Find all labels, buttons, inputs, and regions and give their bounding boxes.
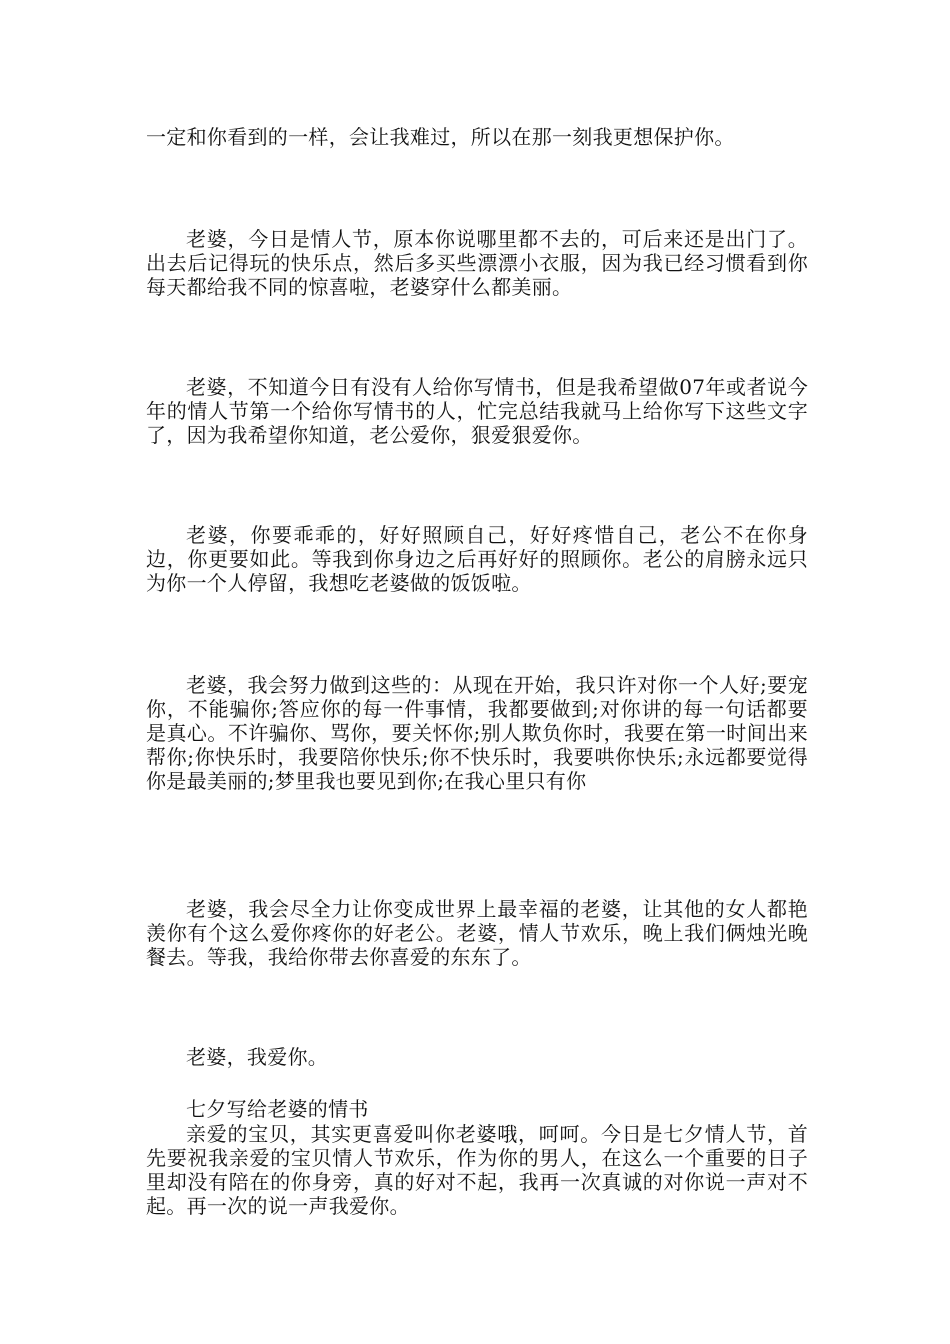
paragraph-7: 老婆，我爱你。 xyxy=(186,1045,329,1069)
paragraph-3: 老婆，不知道今日有没有人给你写情书，但是我希望做07年或者说今年的情人节第一个给你写情书的人，忙完总结我就马上给你写下这些文字了，因为我希望你知道，老公爱你，狠爱狠爱你。 xyxy=(146,375,808,447)
paragraph-8: 亲爱的宝贝，其实更喜爱叫你老婆哦，呵呵。今日是七夕情人节，首先要祝我亲爱的宝贝情人节欢乐，作为你的男人，在这么一个重要的日子里却没有陪在的你身旁，真的好对不起，我再一次真诚的对你说一声对不起。再一次的说一声我爱你。 xyxy=(146,1122,808,1218)
paragraph-5: 老婆，我会努力做到这些的：从现在开始，我只许对你一个人好;要宠你，不能骗你;答应你的每一件事情，我都要做到;对你讲的每一句话都要是真心。不许骗你、骂你，要关怀你;别人欺负你时，我要在第一时间出来帮你;你快乐时，我要陪你快乐;你不快乐时，我要哄你快乐;永远都要觉得你是最美丽的;梦里我也要见到你;在我心里只有你 xyxy=(146,673,808,793)
section-heading: 七夕写给老婆的情书 xyxy=(186,1097,369,1121)
paragraph-6: 老婆，我会尽全力让你变成世界上最幸福的老婆，让其他的女人都艳羡你有个这么爱你疼你的好老公。老婆，情人节欢乐，晚上我们俩烛光晚餐去。等我，我给你带去你喜爱的东东了。 xyxy=(146,897,808,969)
paragraph-2: 老婆，今日是情人节，原本你说哪里都不去的，可后来还是出门了。出去后记得玩的快乐点，然后多买些漂漂小衣服，因为我已经习惯看到你每天都给我不同的惊喜啦，老婆穿什么都美丽。 xyxy=(146,227,808,299)
paragraph-4: 老婆，你要乖乖的，好好照顾自己，好好疼惜自己，老公不在你身边，你更要如此。等我到你身边之后再好好的照顾你。老公的肩膀永远只为你一个人停留，我想吃老婆做的饭饭啦。 xyxy=(146,523,808,595)
paragraph-1: 一定和你看到的一样，会让我难过，所以在那一刻我更想保护你。 xyxy=(146,125,735,149)
